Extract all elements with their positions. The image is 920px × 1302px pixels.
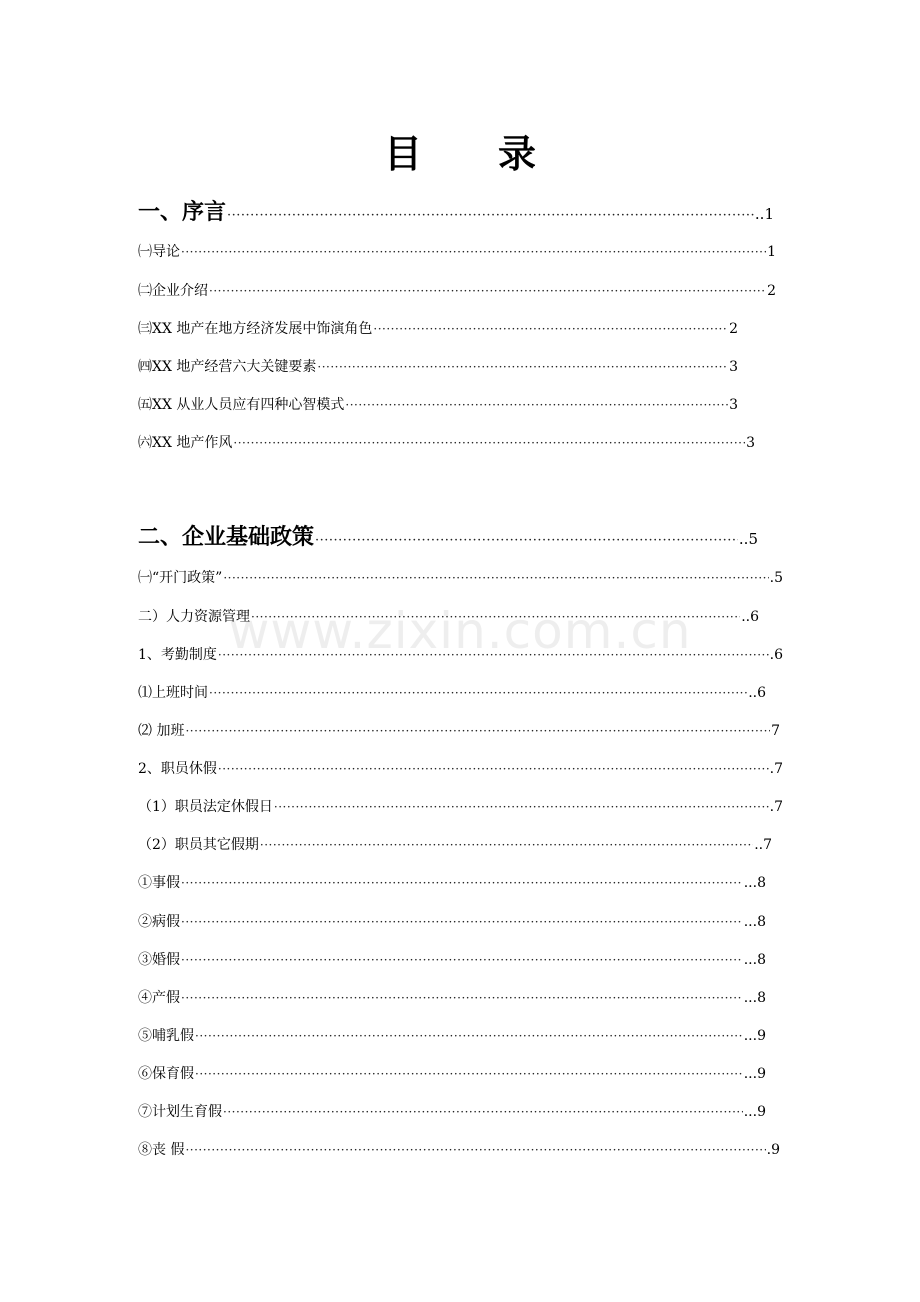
toc-entry-label: （1）职员法定休假日 [138, 799, 273, 815]
toc-entry[interactable] [138, 319, 738, 339]
toc-entry-page: 1 [767, 244, 776, 260]
toc-entry-label: （2）职员其它假期 [138, 837, 259, 853]
toc-entry[interactable] [138, 721, 780, 741]
toc-entry-label: 一、序言 [138, 199, 227, 225]
toc-entry-label: 1、考勤制度 [138, 647, 217, 663]
dot-leader [181, 950, 743, 970]
dot-leader [223, 1102, 743, 1122]
toc-entry-page: ..6 [741, 609, 759, 625]
dot-leader [181, 873, 743, 893]
dot-leader [317, 357, 728, 377]
toc-entry[interactable] [138, 1140, 780, 1160]
toc-entry[interactable] [138, 1064, 766, 1084]
toc-entry-page: ..5 [738, 530, 758, 548]
toc-entry[interactable] [138, 759, 783, 779]
dot-leader [209, 281, 766, 301]
dot-leader [315, 526, 738, 556]
toc-entry-major[interactable] [138, 197, 774, 231]
toc-entry[interactable] [138, 912, 766, 932]
toc-entry-page: .6 [769, 647, 783, 663]
dot-leader [195, 1026, 743, 1046]
toc-entry[interactable] [138, 1026, 766, 1046]
toc-entry[interactable] [138, 433, 755, 453]
dot-leader [181, 988, 743, 1008]
toc-entry-label: 二、企业基础政策 [138, 524, 315, 550]
toc-entry[interactable] [138, 395, 738, 415]
toc-entry[interactable] [138, 357, 738, 377]
toc-entry-page: .7 [769, 799, 783, 815]
toc-entry-label: ⑥保育假 [138, 1066, 194, 1082]
toc-entry-label: ③婚假 [138, 952, 180, 968]
toc-entry-label: ㈠“开门政策” [138, 570, 223, 586]
dot-leader [181, 242, 766, 262]
toc-entry[interactable] [138, 950, 766, 970]
toc-entry-page: ..1 [754, 205, 774, 223]
toc-entry-page: 2 [729, 321, 738, 337]
toc-entry-page: ...8 [743, 914, 766, 930]
page-title: 目录 [383, 131, 612, 176]
dot-leader [233, 433, 745, 453]
toc-entry-label: ⑤哺乳假 [138, 1028, 194, 1044]
dot-leader [181, 912, 743, 932]
toc-entry[interactable] [138, 568, 783, 588]
dot-leader [218, 645, 769, 665]
toc-entry-page: ...9 [743, 1066, 766, 1082]
dot-leader [185, 1140, 765, 1160]
toc-entry-label: ㈥XX 地产作风 [138, 435, 233, 451]
toc-entry-label: ②病假 [138, 914, 180, 930]
toc-entry-page: ..7 [754, 837, 772, 853]
toc-entry-label: ㈣XX 地产经营六大关键要素 [138, 359, 317, 375]
toc-entry[interactable] [138, 797, 783, 817]
toc-entry-page: .5 [769, 570, 783, 586]
toc-entry-label: ㈠导论 [138, 244, 180, 260]
dot-leader [345, 395, 728, 415]
toc-entry-page: 2 [767, 283, 776, 299]
toc-entry-label: ④产假 [138, 990, 180, 1006]
toc-entry[interactable] [138, 873, 766, 893]
dot-leader [195, 1064, 743, 1084]
toc-entry[interactable] [138, 988, 766, 1008]
toc-entry-label: 二）人力资源管理 [138, 609, 250, 625]
dot-leader [185, 721, 770, 741]
toc-entry[interactable] [138, 645, 783, 665]
toc-entry-label: ㈤XX 从业人员应有四种心智模式 [138, 397, 345, 413]
toc-entry-page: ...9 [743, 1104, 766, 1120]
toc-entry-page: 7 [771, 723, 780, 739]
toc-entry-label: ⑦计划生育假 [138, 1104, 222, 1120]
toc-entry[interactable] [138, 683, 766, 703]
toc-entry-label: 2、职员休假 [138, 761, 217, 777]
toc-entry-page: ...8 [743, 952, 766, 968]
toc-entry-page: ...9 [743, 1028, 766, 1044]
toc-entry-page: 3 [729, 359, 738, 375]
dot-leader [373, 319, 728, 339]
toc-entry-major[interactable] [138, 522, 758, 556]
toc-entry-page: 3 [729, 397, 738, 413]
toc-entry-page: ...8 [743, 875, 766, 891]
toc-entry-page: ...8 [743, 990, 766, 1006]
toc-entry[interactable] [138, 281, 776, 301]
toc-entry-page: .7 [769, 761, 783, 777]
dot-leader [209, 683, 747, 703]
toc-entry-label: ⑧丧 假 [138, 1142, 185, 1158]
dot-leader [260, 835, 753, 855]
dot-leader [274, 797, 769, 817]
toc-entry-label: ㈢XX 地产在地方经济发展中饰演角色 [138, 321, 373, 337]
dot-leader [251, 607, 740, 627]
toc-entry-page: 3 [746, 435, 755, 451]
dot-leader [227, 201, 754, 231]
toc-entry[interactable] [138, 242, 776, 262]
toc-entry-page: .9 [766, 1142, 780, 1158]
dot-leader [223, 568, 768, 588]
toc-entry-label: ①事假 [138, 875, 180, 891]
toc-entry-label: ⑵ 加班 [138, 723, 185, 739]
watermark: www.zixin.com.cn [228, 602, 692, 660]
dot-leader [218, 759, 769, 779]
toc-entry[interactable] [138, 607, 759, 627]
toc-entry[interactable] [138, 1102, 766, 1122]
toc-entry-page: ..6 [748, 685, 766, 701]
toc-entry-label: ⑴上班时间 [138, 685, 208, 701]
toc-entry-label: ㈡企业介绍 [138, 283, 208, 299]
toc-entry[interactable] [138, 835, 772, 855]
